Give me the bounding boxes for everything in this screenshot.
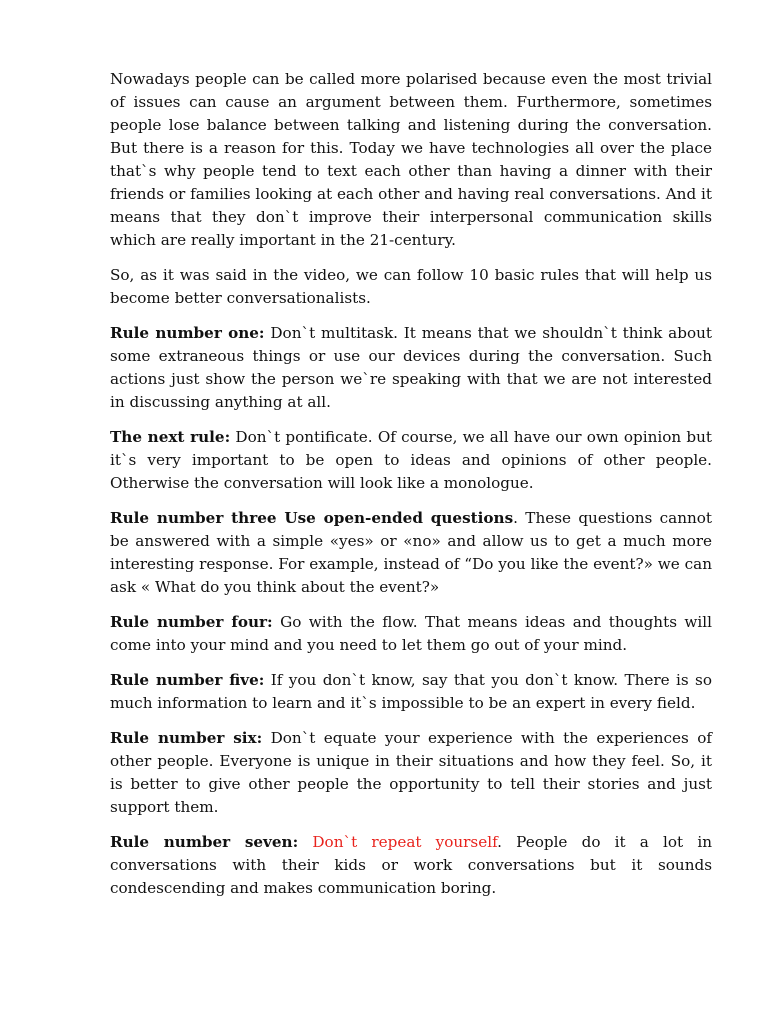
paragraph-rule-seven: [110, 831, 712, 900]
highlighted-text: Don`t repeat yourself: [298, 833, 498, 851]
rule-heading: The next rule:: [110, 428, 231, 446]
paragraph-text: . These questions cannot be answered with a simple «yes» or «no» and allow us to get a much more interesting response. For example, instead of “Do you like the event?» we can ask « What do you think about the event?»: [110, 509, 713, 596]
rule-heading: Rule number seven:: [110, 833, 299, 851]
paragraph-rule-four: [110, 611, 712, 657]
paragraph-text: Go with the flow. That means ideas and thoughts will come into your mind and you need to let them go out of your mind.: [110, 613, 712, 654]
rule-heading: Rule number three Use open-ended questions: [110, 509, 514, 527]
paragraph-intro: [110, 68, 712, 252]
paragraph-text: Nowadays people can be called more polarised because even the most trivial of issues can cause an argument between them. Furthermore, sometimes people lose balance between talking and listening during the conversation. But there is a reason for this. Today we have technologies all over the place that`s why people tend to text each other than having a dinner with their friends or families looking at each other and having real conversations. And it means that they don`t improve their interpersonal communication skills which are really important in the 21-century.: [110, 70, 712, 249]
paragraph-text: Don`t pontificate. Of course, we all have our own opinion but it`s very important to be open to ideas and opinions of other people. Otherwise the conversation will look like a monologue.: [110, 428, 712, 492]
paragraph-rule-three: [110, 507, 712, 599]
paragraph-rule-one: [110, 322, 712, 414]
paragraph-rule-two: [110, 426, 712, 495]
document-body: [110, 68, 712, 900]
rule-heading: Rule number five:: [110, 671, 265, 689]
paragraph-rules-intro: [110, 264, 712, 310]
paragraph-text: So, as it was said in the video, we can follow 10 basic rules that will help us become better conversationalists.: [110, 266, 712, 307]
paragraph-text: If you don`t know, say that you don`t know. There is so much information to learn and it`s impossible to be an expert in every field.: [110, 671, 712, 712]
paragraph-rule-six: [110, 727, 712, 819]
rule-heading: Rule number one:: [110, 324, 265, 342]
paragraph-text: Don`t equate your experience with the experiences of other people. Everyone is unique in their situations and how they feel. So, it is better to give other people the opportunity to tell their stories and just support them.: [110, 729, 712, 816]
paragraph-text: Don`t multitask. It means that we shouldn`t think about some extraneous things or use our devices during the conversation. Such actions just show the person we`re speaking with that we are not interested in discussing anything at all.: [110, 324, 712, 411]
paragraph-text: . People do it a lot in conversations with their kids or work conversations but it sounds condescending and makes communication boring.: [110, 833, 712, 897]
rule-heading: Rule number four:: [110, 613, 273, 631]
paragraph-rule-five: [110, 669, 712, 715]
rule-heading: Rule number six:: [110, 729, 263, 747]
